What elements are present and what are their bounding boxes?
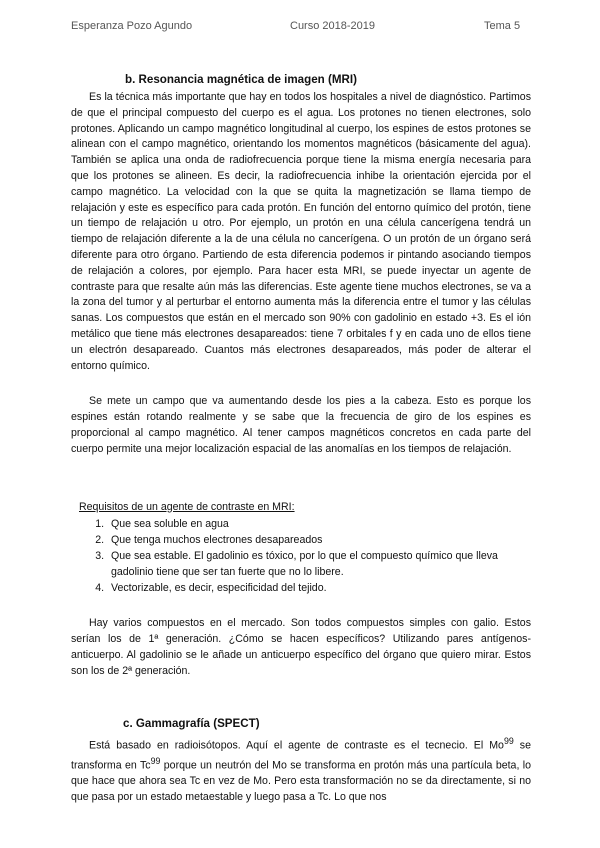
section-b-heading: b. Resonancia magnética de imagen (MRI) [125, 73, 357, 86]
requirement-item: 4. Vectorizable, es decir, especificidad del tejido. [107, 581, 531, 597]
page-header [0, 20, 600, 38]
requirement-item: 1. Que sea soluble en agua [107, 517, 531, 533]
section-b-paragraph-2: Se mete un campo que va aumentando desde los pies a la cabeza. Esto es porque los espines están rotando realmente y se sabe que la frecuencia de giro de los espines es proporcional al campo magnético. Al tener campos magnéticos concretos en cada parte del cuerpo permite una mejor localización espacial de las anomalías en los tiempos de relajación. [71, 395, 531, 455]
requirements-title: Requisitos de un agente de contraste en MRI: [79, 500, 295, 513]
requirement-item: 3. Que sea estable. El gadolinio es tóxico, por lo que el compuesto químico que lleva gadolinio tiene que ser tan fuerte que no lo libere. [107, 549, 531, 581]
requirements-paragraph: Hay varios compuestos en el mercado. Son todos compuestos simples con galio. Estos serían los de 1ª generación. ¿Cómo se hacen específicos? Utilizando pares antígenos-anticuerpo. Al gadolinio se le añade un anticuerpo específico del órgano que quiero mirar. Estos son los de 2ª generación. [71, 617, 531, 677]
requirements-list [71, 517, 531, 596]
header-course: Curso 2018-2019 [290, 20, 376, 32]
section-b-paragraph-1: Es la técnica más importante que hay en todos los hospitales a nivel de diagnóstico. Partimos de que el principal compuesto del cuerpo es el agua. Los protones no tienen electrones, solo protones. Aplicando un campo magnético longitudinal al cuerpo, los espines de estos protones se alinean con el campo magnético, orientando los momentos magnéticos (básicamente del agua). También se aplica una onda de radiofrecuencia porque tiene la misma energía necesaria para que los protones se alineen. Es decir, la radiofrecuencia inhibe la orientación ejercida por el campo magnético. La velocidad con la que se quita la magnetización se llama tiempo de relajación y este es específico para cada protón. En función del entorno químico del protón, tiene un tiempo de relajación u otro. Por ejemplo, un protón en una célula cancerígena tendrá un tiempo de relajación diferente a la de una célula no cancerígena. O un protón de un órgano será diferente para otro órgano. Partiendo de esta diferencia podemos ir pintando asociando tiempos de relajación a colores, por ejemplo. Para hacer esta MRI, se puede inyectar un agente de contraste para que resalte aún más las diferencias. Este agente tiene muchos electrones, se va a la zona del tumor y al perturbar el entorno aumenta más la diferencia entre el tumor y las células sanas. Los compuestos que están en el mercado son 90% con gadolinio en estado +3. Es el ión metálico que tiene más electrones desapareados: tiene 7 orbitales f y en cada uno de ellos tiene un electrón desapareado. Cuantos más electrones desapareados, más poder de alterar el entorno químico. [71, 91, 531, 372]
document-body [71, 72, 531, 806]
header-topic: Tema 5 [484, 20, 521, 32]
requirement-item: 2. Que tenga muchos electrones desapareados [107, 533, 531, 549]
header-author: Esperanza Pozo Agundo [71, 20, 193, 32]
section-c-paragraph: Está basado en radioisótopos. Aquí el agente de contraste es el tecnecio. El Mo$^{99}$ se transforma en Tc$^{99}$ porque un neutrón del Mo se transforma en protón más una partícula beta, lo que hace que ahora sea Tc en vez de Mo. Pero esta transformación no se da directamente, si no que pasa por un estado metaestable y luego pasa a Tc. Lo que nos [71, 735, 532, 803]
section-c-heading: c. Gammagrafía (SPECT) [123, 716, 260, 730]
